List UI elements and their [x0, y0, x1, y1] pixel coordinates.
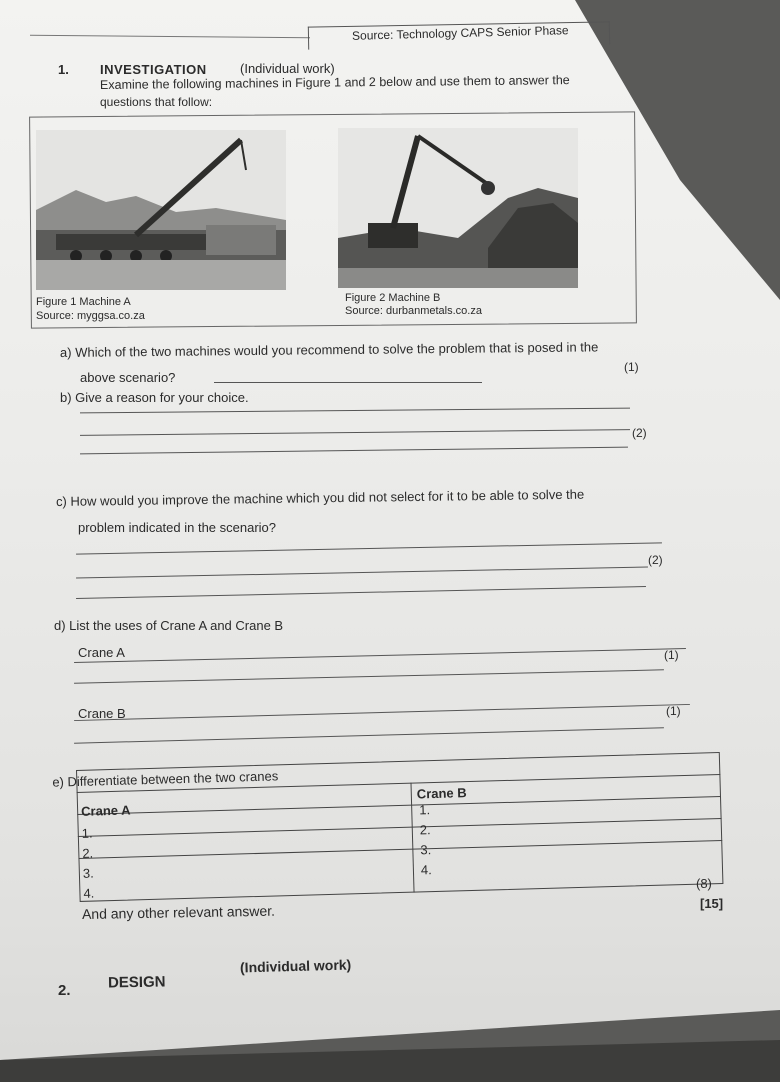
question-c-line2: problem indicated in the scenario?: [78, 520, 277, 535]
q2-number: 2.: [58, 982, 71, 999]
table-cell-a3: 3.: [82, 865, 94, 881]
question-b-text: b) Give a reason for your choice.: [60, 390, 249, 405]
machine-b-photo: [338, 128, 578, 288]
fig2-source: Source: durbanmetals.co.za: [345, 305, 482, 317]
question-d-text: d) List the uses of Crane A and Crane B: [54, 618, 284, 633]
table-cell-a1: 1.: [81, 825, 93, 841]
q1-intro-line1: Examine the following machines in Figure 1 and 2 below and use them to answer the: [99, 73, 570, 92]
header-source: Source: Technology CAPS Senior Phase: [351, 23, 569, 43]
other-answer-note: And any other relevant answer.: [81, 902, 276, 922]
table-header-crane-a: Crane A: [80, 802, 131, 819]
question-b-marks: (2): [632, 426, 647, 440]
crane-a-label: Crane A: [78, 645, 125, 660]
q1-mode: (Individual work): [240, 61, 335, 76]
q1-intro-line2: questions that follow:: [100, 95, 213, 109]
answer-line-a: [214, 382, 482, 383]
q1-title: INVESTIGATION: [100, 62, 207, 77]
fig1-caption: Figure 1 Machine A: [36, 296, 131, 308]
question-a-line1: a) Which of the two machines would you recommend to solve the problem that is posed in the: [59, 339, 599, 360]
fig1-source: Source: myggsa.co.za: [36, 310, 145, 322]
q2-title: DESIGN: [107, 973, 166, 992]
question-c-line1: c) How would you improve the machine which you did not select for it to be able to solve the: [55, 486, 585, 509]
q1-number: 1.: [58, 62, 69, 77]
crane-a-marks: (1): [664, 648, 679, 662]
question-a-line2: above scenario?: [80, 370, 176, 385]
table-cell-a4: 4.: [83, 885, 95, 901]
fig2-caption: Figure 2 Machine B: [345, 292, 441, 304]
question-e-text: e) Differentiate between the two cranes: [52, 768, 279, 790]
table-cell-b3: 3.: [420, 842, 432, 858]
table-cell-a2: 2.: [82, 845, 94, 861]
crane-b-marks: (1): [666, 704, 681, 718]
question-a-marks: (1): [624, 360, 639, 374]
table-cell-b2: 2.: [419, 822, 431, 838]
crane-b-label: Crane B: [78, 706, 126, 721]
question-e-marks: (8): [696, 876, 712, 891]
crane-comparison-table: [52, 752, 724, 910]
table-cell-b1: 1.: [419, 802, 431, 818]
table-cell-b4: 4.: [420, 862, 432, 878]
question-1-total: [15]: [700, 896, 724, 911]
q2-mode: (Individual work): [239, 956, 352, 976]
table-header-crane-b: Crane B: [416, 785, 467, 802]
machine-a-photo: [36, 130, 286, 290]
question-c-marks: (2): [648, 553, 663, 567]
